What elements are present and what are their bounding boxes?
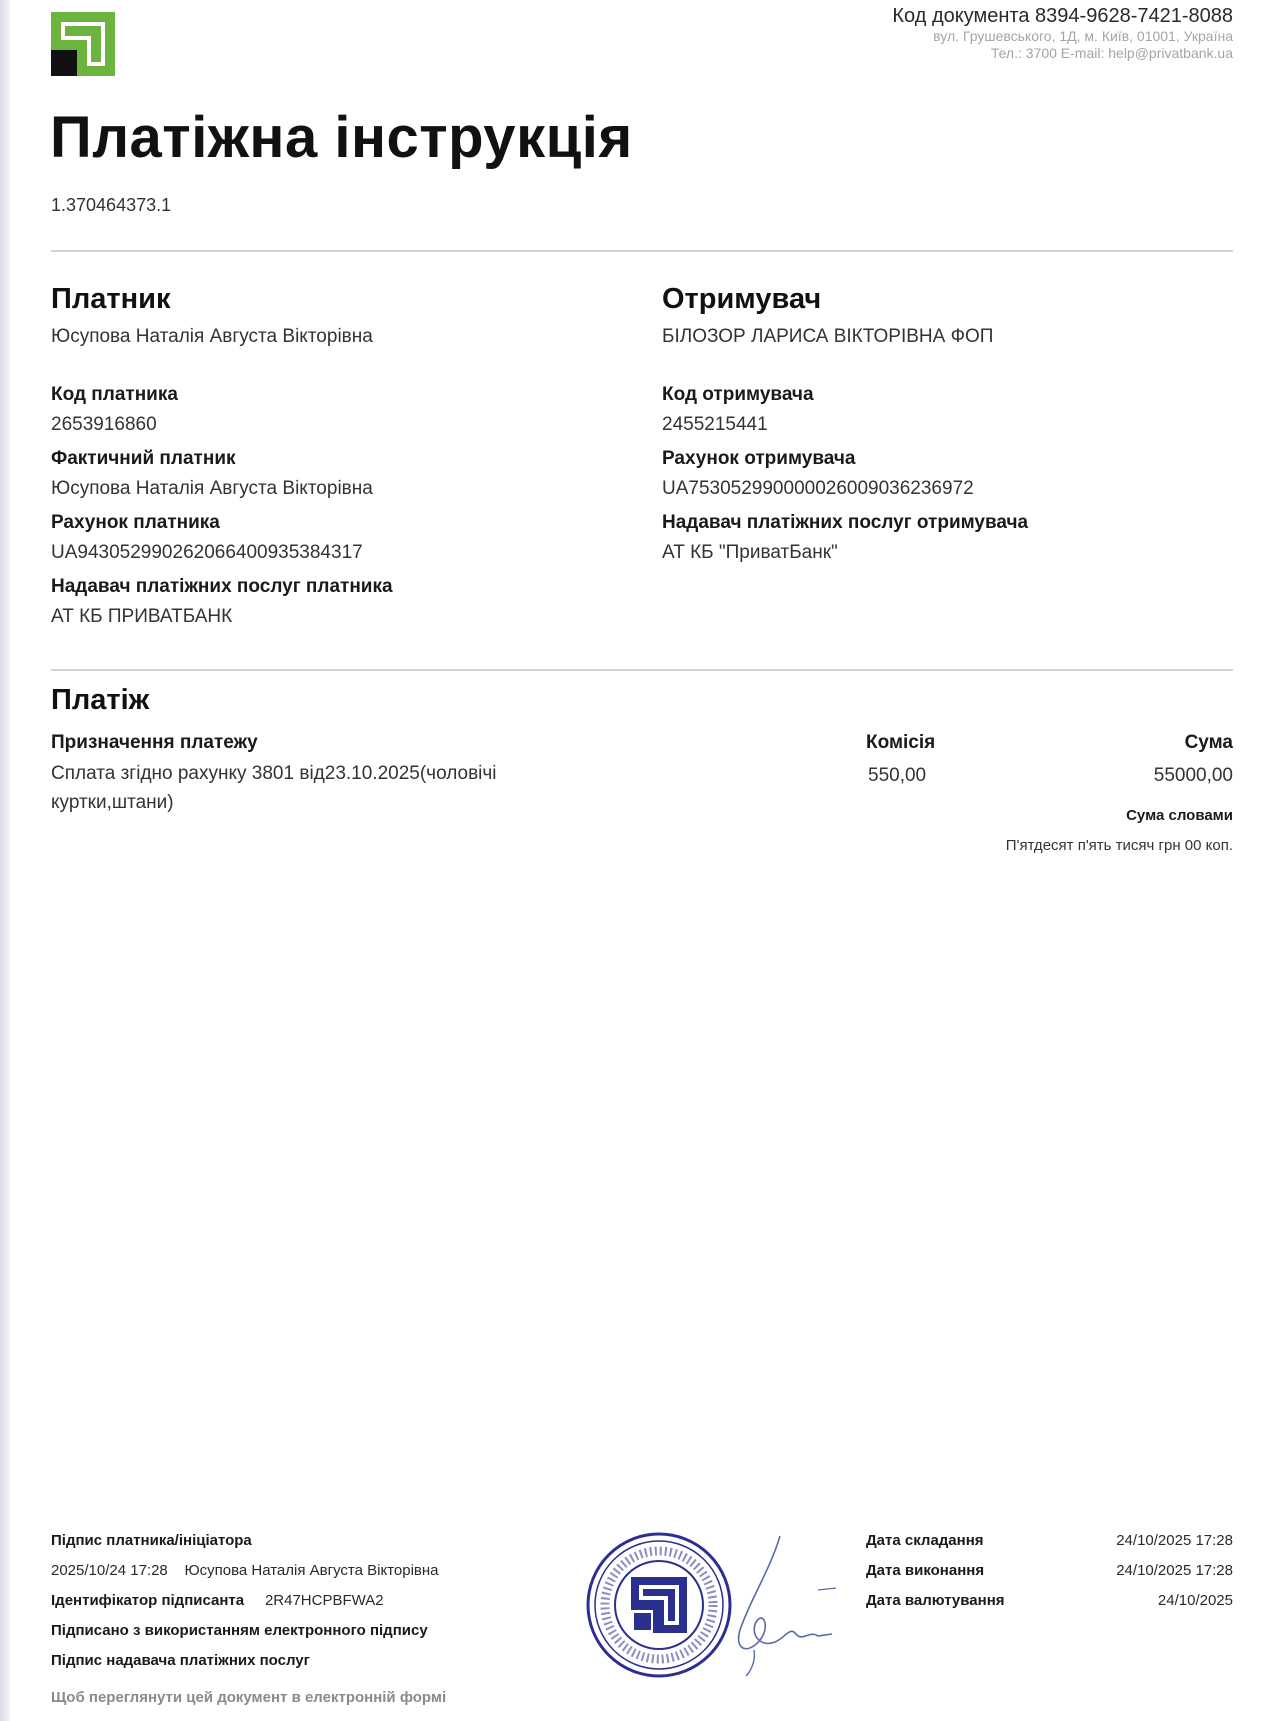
signature-name: Юсупова Наталія Августа Вікторівна [184,1562,439,1579]
provider-sign-label: Підпис надавача платіжних послуг [51,1652,310,1669]
payer-account: UA943052990262066400935384317 [51,542,363,563]
document-number: 1.370464373.1 [51,195,172,215]
signer-id: 2R47HCPBFWA2 [264,1592,384,1609]
date-executed-row [866,1561,1233,1580]
bank-stamp [584,1530,734,1680]
recipient-account: UA753052990000026009036236972 [662,478,974,499]
signature-datetime: 2025/10/24 17:28 [51,1562,168,1579]
date-executed-label: Дата виконання [866,1562,985,1579]
fee-label: Комісія [866,732,936,753]
recipient-section [662,281,1222,565]
bank-header [892,4,1233,62]
recipient-code-label: Код отримувача [662,384,814,405]
payer-provider: АТ КБ ПРИВАТБАНК [51,606,233,627]
date-value: 24/10/2025 [1157,1592,1233,1609]
signature-label: Підпис платника/ініціатора [51,1532,252,1549]
recipient-provider: АТ КБ "ПриватБанк" [662,542,838,563]
payer-provider-label: Надавач платіжних послуг платника [51,576,393,597]
date-created-label: Дата складання [866,1532,984,1549]
signer-id-row [51,1591,384,1610]
bank-address: вул. Грушевського, 1Д, м. Київ, 01001, Україна [933,28,1233,44]
payer-code: 2653916860 [51,414,157,435]
payer-account-label: Рахунок платника [51,512,220,533]
divider [51,250,1233,252]
recipient-account-label: Рахунок отримувача [662,448,856,469]
recipient-heading: Отримувач [662,283,822,315]
date-created: 24/10/2025 17:28 [1116,1532,1233,1549]
divider [51,669,1233,671]
sum-words-label: Сума словами [1126,807,1233,824]
view-note: Щоб переглянути цей документ в електронній формі [51,1689,447,1706]
page-edge-shadow [0,0,10,1721]
recipient-provider-label: Надавач платіжних послуг отримувача [662,512,1029,533]
page-title: Платіжна інструкція [50,105,633,170]
purpose-line-2: куртки,штани) [51,792,174,813]
fee-value: 550,00 [868,765,927,786]
date-created-row [866,1531,1233,1550]
date-value-label: Дата валютування [866,1592,1005,1609]
recipient-name: БІЛОЗОР ЛАРИСА ВІКТОРІВНА ФОП [662,326,994,347]
date-value-row [866,1591,1233,1610]
payer-section [51,281,611,629]
signature-info [51,1561,439,1580]
signer-id-label: Ідентифікатор підписанта [51,1592,245,1609]
purpose-line-1: Сплата згідно рахунку 3801 від23.10.2025(чоловічі [51,763,497,784]
date-executed: 24/10/2025 17:28 [1116,1562,1233,1579]
payer-code-label: Код платника [51,384,178,405]
sum-value: 55000,00 [1153,765,1233,786]
payer-name: Юсупова Наталія Августа Вікторівна [51,326,373,347]
recipient-code: 2455215441 [662,414,768,435]
privatbank-logo [51,12,115,76]
actual-payer: Юсупова Наталія Августа Вікторівна [51,478,373,499]
sum-label: Сума [1184,732,1233,753]
actual-payer-label: Фактичний платник [51,448,236,469]
document-code: Код документа 8394-9628-7421-8088 [892,5,1233,27]
handwritten-signature [720,1530,840,1680]
e-sign-note: Підписано з використанням електронного підпису [51,1622,428,1639]
sum-words: П'ятдесят п'ять тисяч грн 00 коп. [1005,837,1233,854]
payer-heading: Платник [51,283,171,315]
bank-contacts: Тел.: 3700 E-mail: help@privatbank.ua [990,45,1233,61]
purpose-label: Призначення платежу [51,732,258,753]
payment-heading: Платіж [51,684,150,716]
